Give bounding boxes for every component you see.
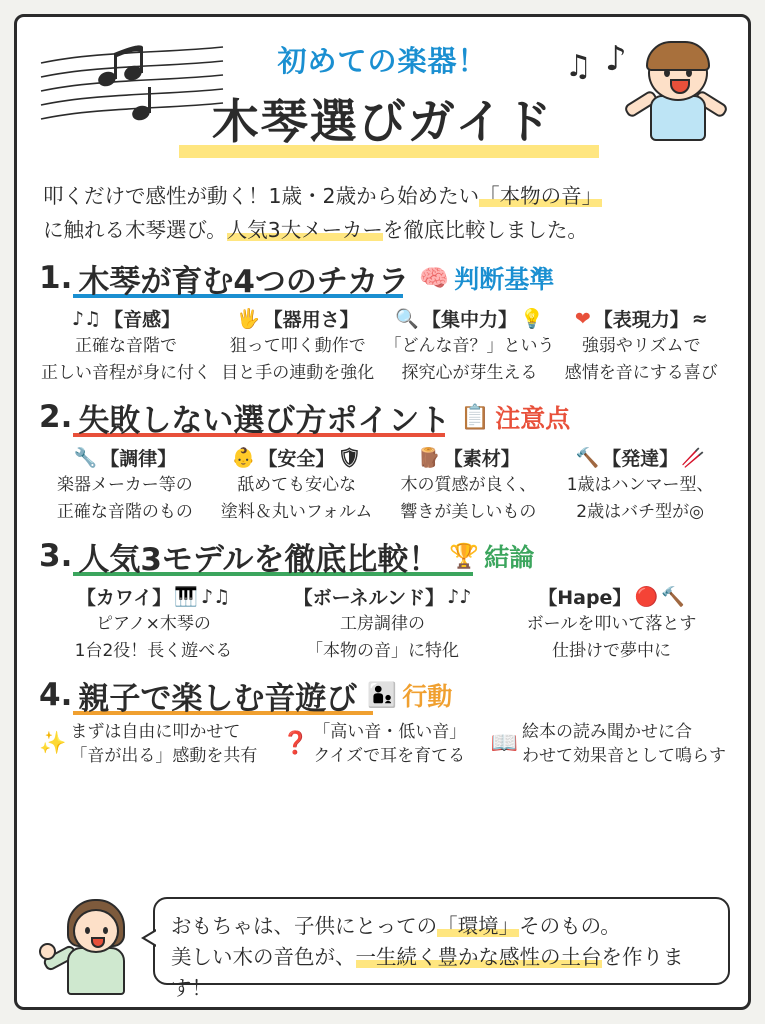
trophy-icon: 🏆	[449, 542, 480, 570]
lead-line2-b: を徹底比較しました。	[382, 218, 588, 242]
lead-line1-highlight: 「本物の音」	[479, 184, 603, 208]
section-3-col-3	[497, 583, 726, 664]
section-1-col-4	[557, 305, 727, 386]
section-4-item-2	[282, 720, 466, 768]
section-2-col-1	[39, 444, 211, 525]
section-2-number: 2.	[39, 399, 73, 435]
item-line2: クイズで耳を育てる	[313, 746, 466, 766]
footer-conclusion	[35, 897, 730, 1000]
footer-bubble	[153, 897, 730, 1000]
book-icon: 📖	[490, 731, 518, 756]
col-body-line1: 1歳はハンマー型、	[566, 475, 714, 495]
col-label: 【器用さ】	[263, 309, 359, 331]
col-label: 【カワイ】	[76, 587, 172, 609]
footer-line2-highlight: 一生続く豊かな感性の土台	[355, 945, 602, 969]
lead-line2-highlight: 人気3大メーカー	[226, 218, 383, 242]
magnifier-icon: 🔍	[395, 308, 419, 330]
baby-icon: 👶	[231, 447, 256, 469]
section-1-columns	[39, 305, 726, 386]
section-3-number: 3.	[39, 538, 73, 574]
item-line2: わせて効果音として鳴らす	[522, 746, 726, 766]
music-note-icon: ♪♪	[447, 585, 472, 608]
col-body-line1: ボールを叩いて落とす	[526, 614, 697, 634]
col-body-line1: 工房調律の	[340, 614, 425, 634]
item-line1: 絵本の読み聞かせに合	[522, 722, 692, 742]
brain-icon: 🧠	[419, 264, 450, 292]
wood-log-icon: 🪵	[417, 447, 441, 469]
section-2-header	[39, 394, 726, 440]
section-3	[39, 533, 726, 664]
section-1	[39, 255, 726, 386]
col-label: 【Hape】	[538, 587, 632, 609]
col-body-line2: 2歳はバチ型が◎	[576, 502, 704, 522]
col-label: 【素材】	[443, 448, 520, 470]
item-line1: 「高い音・低い音」	[313, 722, 467, 742]
col-body-line2: 塗料＆丸いフォルム	[220, 502, 373, 522]
item-line1: まずは自由に叩かせて	[70, 722, 241, 742]
section-1-col-1	[39, 305, 213, 386]
parent-child-icon: 👨‍👦	[367, 681, 398, 709]
lead-line2-a: に触れる木琴選び。	[43, 218, 227, 242]
section-4-item-1	[39, 720, 257, 768]
col-label: 【表現力】	[593, 309, 689, 331]
section-2-col-4	[554, 444, 726, 525]
hand-icon: 🖐	[236, 308, 261, 330]
footer-line2-a: 美しい木の音色が、	[171, 945, 356, 969]
note-icon-1: ♫	[565, 49, 592, 84]
col-body-line2: 目と手の連動を強化	[221, 363, 375, 383]
shield-icon: 🛡	[337, 447, 362, 469]
page-title: 木琴選びガイド	[211, 95, 554, 150]
section-3-title: 人気3モデルを徹底比較！	[78, 541, 440, 578]
section-2	[39, 394, 726, 525]
col-body-line2: 探究心が芽生える	[401, 363, 538, 383]
item-line2: 「音が出る」感動を共有	[70, 746, 258, 766]
section-2-badge-label: 注意点	[495, 404, 571, 433]
section-1-badge	[419, 260, 554, 296]
music-note-icon: ♪♫	[200, 585, 231, 608]
section-3-badge-label: 結論	[484, 543, 535, 572]
section-4-header	[39, 672, 726, 718]
sparkle-icon: ✨	[39, 731, 67, 756]
section-4-title: 親子で楽しむ音遊び	[78, 680, 358, 717]
col-body-line2: 響きが美しいもの	[400, 502, 537, 522]
col-label: 【集中力】	[421, 309, 517, 331]
heart-icon: ❤	[574, 307, 591, 330]
section-4-items	[39, 720, 726, 768]
section-3-col-2	[268, 583, 497, 664]
section-1-col-2	[213, 305, 383, 386]
section-4-number: 4.	[39, 677, 73, 713]
wave-icon: ≈	[691, 307, 708, 330]
lead-line1-a: 叩くだけで感性が動く！1歳・2歳から始めたい	[43, 184, 480, 208]
section-2-badge	[460, 399, 570, 435]
note-icon-2: ♪	[605, 39, 627, 79]
section-2-columns	[39, 444, 726, 525]
clipboard-icon: 📋	[460, 403, 491, 431]
col-label: 【調律】	[100, 448, 177, 470]
poster-sheet	[14, 14, 751, 1010]
section-4-badge-label: 行動	[402, 682, 453, 711]
section-3-col-1	[39, 583, 268, 664]
section-4-badge	[367, 677, 452, 713]
section-1-badge-label: 判断基準	[454, 265, 555, 294]
col-body-line2: 正しい音程が身に付く	[41, 363, 211, 383]
poster-header	[17, 17, 748, 177]
hammer-icon: 🔨	[575, 447, 600, 469]
section-2-col-2	[211, 444, 383, 525]
mother-illustration-icon	[41, 899, 147, 991]
col-body-line1: 正確な音階で	[75, 336, 177, 356]
footer-line2-b: を作ります！	[171, 945, 684, 1000]
col-label: 【安全】	[258, 448, 335, 470]
section-4-item-3	[491, 720, 726, 768]
title-top: 初めての楽器！	[277, 44, 488, 78]
section-1-col-3	[383, 305, 557, 386]
ball-icon: 🔴	[634, 586, 659, 608]
footer-line1-a: おもちゃは、子供にとっての	[171, 914, 438, 938]
col-body-line1: 狙って叩く動作で	[229, 336, 366, 356]
hammer-icon: 🔨	[661, 586, 685, 608]
section-1-header	[39, 255, 726, 301]
col-body-line1: 木の質感が良く、	[400, 475, 537, 495]
lightbulb-icon: 💡	[520, 308, 544, 330]
col-body-line2: 正確な音階のもの	[56, 502, 193, 522]
col-body-line2: 感情を音にする喜び	[564, 363, 718, 383]
section-2-col-3	[383, 444, 555, 525]
col-label: 【音感】	[104, 309, 181, 331]
music-note-icon: ♪♫	[71, 307, 102, 330]
section-2-title: 失敗しない選び方ポイント	[78, 402, 451, 439]
col-body-line1: 強弱やリズムで	[581, 336, 701, 356]
section-1-number: 1.	[39, 260, 73, 296]
col-label: 【ボーネルンド】	[293, 587, 445, 609]
mallet-icon: 🥢	[681, 447, 705, 469]
tuning-tool-icon: 🔧	[73, 447, 98, 469]
col-body-line1: 楽器メーカー等の	[57, 475, 193, 495]
section-1-title: 木琴が育む4つのチカラ	[78, 263, 410, 300]
col-label: 【発達】	[602, 448, 679, 470]
col-body-line2: 仕掛けで夢中に	[552, 641, 671, 661]
piano-icon: 🎹	[174, 586, 198, 608]
lead-paragraph	[43, 179, 722, 247]
question-icon: ❓	[281, 731, 310, 756]
section-3-badge	[449, 538, 534, 574]
section-4	[39, 672, 726, 768]
col-body-line1: 舐めても安心な	[237, 475, 357, 495]
section-3-columns	[39, 583, 726, 664]
col-body-line2: 「本物の音」に特化	[306, 641, 459, 661]
footer-line1-highlight: 「環境」	[437, 914, 520, 938]
footer-line1-b: そのもの。	[519, 914, 621, 938]
col-body-line2: 1台2役！長く遊べる	[74, 641, 233, 661]
col-body-line1: 「どんな音？」という	[384, 336, 555, 356]
section-3-header	[39, 533, 726, 579]
col-body-line1: ピアノ×木琴の	[96, 614, 211, 634]
